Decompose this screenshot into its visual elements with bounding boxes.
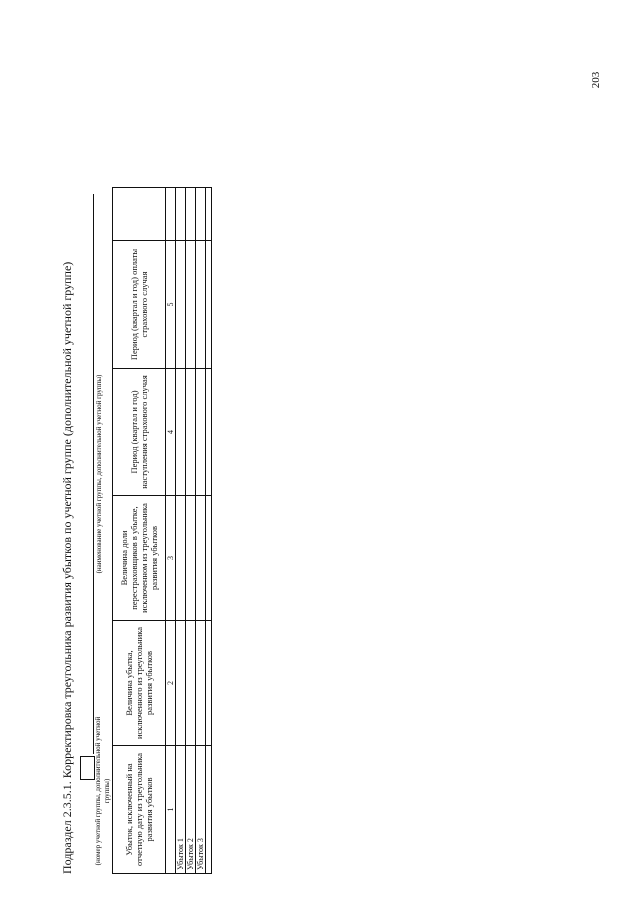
table-cell[interactable] [176, 188, 186, 241]
column-number: 5 [166, 241, 176, 369]
table-cell[interactable] [186, 188, 196, 241]
group-name-caption: (наименование учетной группы, дополнительной учетной группы) [95, 374, 103, 574]
column-header: Период (квартал и год) наступления страхового случая [113, 369, 166, 496]
header-row [113, 188, 166, 874]
column-number-empty [166, 188, 176, 241]
rotated-content [58, 188, 228, 874]
table-cell[interactable] [206, 621, 212, 746]
table-cell[interactable] [206, 188, 212, 241]
table-cell[interactable] [186, 621, 196, 746]
table-cell[interactable] [176, 496, 186, 621]
column-number: 3 [166, 496, 176, 621]
column-number: 2 [166, 621, 176, 746]
table-cell[interactable] [176, 621, 186, 746]
page-number: 203 [590, 71, 602, 89]
table-cell[interactable] [186, 369, 196, 496]
loss-adjustment-table [112, 187, 212, 874]
column-number-row [166, 188, 176, 874]
column-header: Величина доли перестраховщиков в убытке, исключенном из треугольника развития убытков [113, 496, 166, 621]
table-row [196, 188, 206, 874]
table-cell[interactable] [206, 496, 212, 621]
table-cell[interactable] [176, 369, 186, 496]
group-name-field[interactable] [93, 194, 94, 754]
table-cell[interactable] [196, 188, 206, 241]
table-cell[interactable] [206, 241, 212, 369]
column-header-empty [113, 188, 166, 241]
table-row [186, 188, 196, 874]
table-cell[interactable] [196, 369, 206, 496]
row-label: Убыток 2 [186, 746, 196, 874]
row-label: Убыток 3 [196, 746, 206, 874]
table-cell[interactable] [196, 241, 206, 369]
table-cell[interactable] [206, 369, 212, 496]
table-cell[interactable] [176, 241, 186, 369]
column-header: Величина убытка, исключенного из треугольника развития убытков [113, 621, 166, 746]
column-number: 4 [166, 369, 176, 496]
table-cell[interactable] [196, 621, 206, 746]
row-label: Убыток 1 [176, 746, 186, 874]
group-number-caption: (номер учетной группы, дополнительной учетной группы) [94, 716, 111, 866]
table-row-blank [206, 188, 212, 874]
table-cell[interactable] [206, 746, 212, 874]
column-number: 1 [166, 746, 176, 874]
column-header: Период (квартал и год) оплаты страхового случая [113, 241, 166, 369]
table-cell[interactable] [186, 496, 196, 621]
table-cell[interactable] [196, 496, 206, 621]
column-header: Убыток, исключенный на отчетную дату из треугольника развития убытков [113, 746, 166, 874]
table-row [176, 188, 186, 874]
section-title: Подраздел 2.3.5.1. Корректировка треугольника развития убытков по учетной группе (дополнительной учетной группе) [60, 261, 74, 874]
table-cell[interactable] [186, 241, 196, 369]
group-number-field[interactable] [80, 756, 95, 780]
